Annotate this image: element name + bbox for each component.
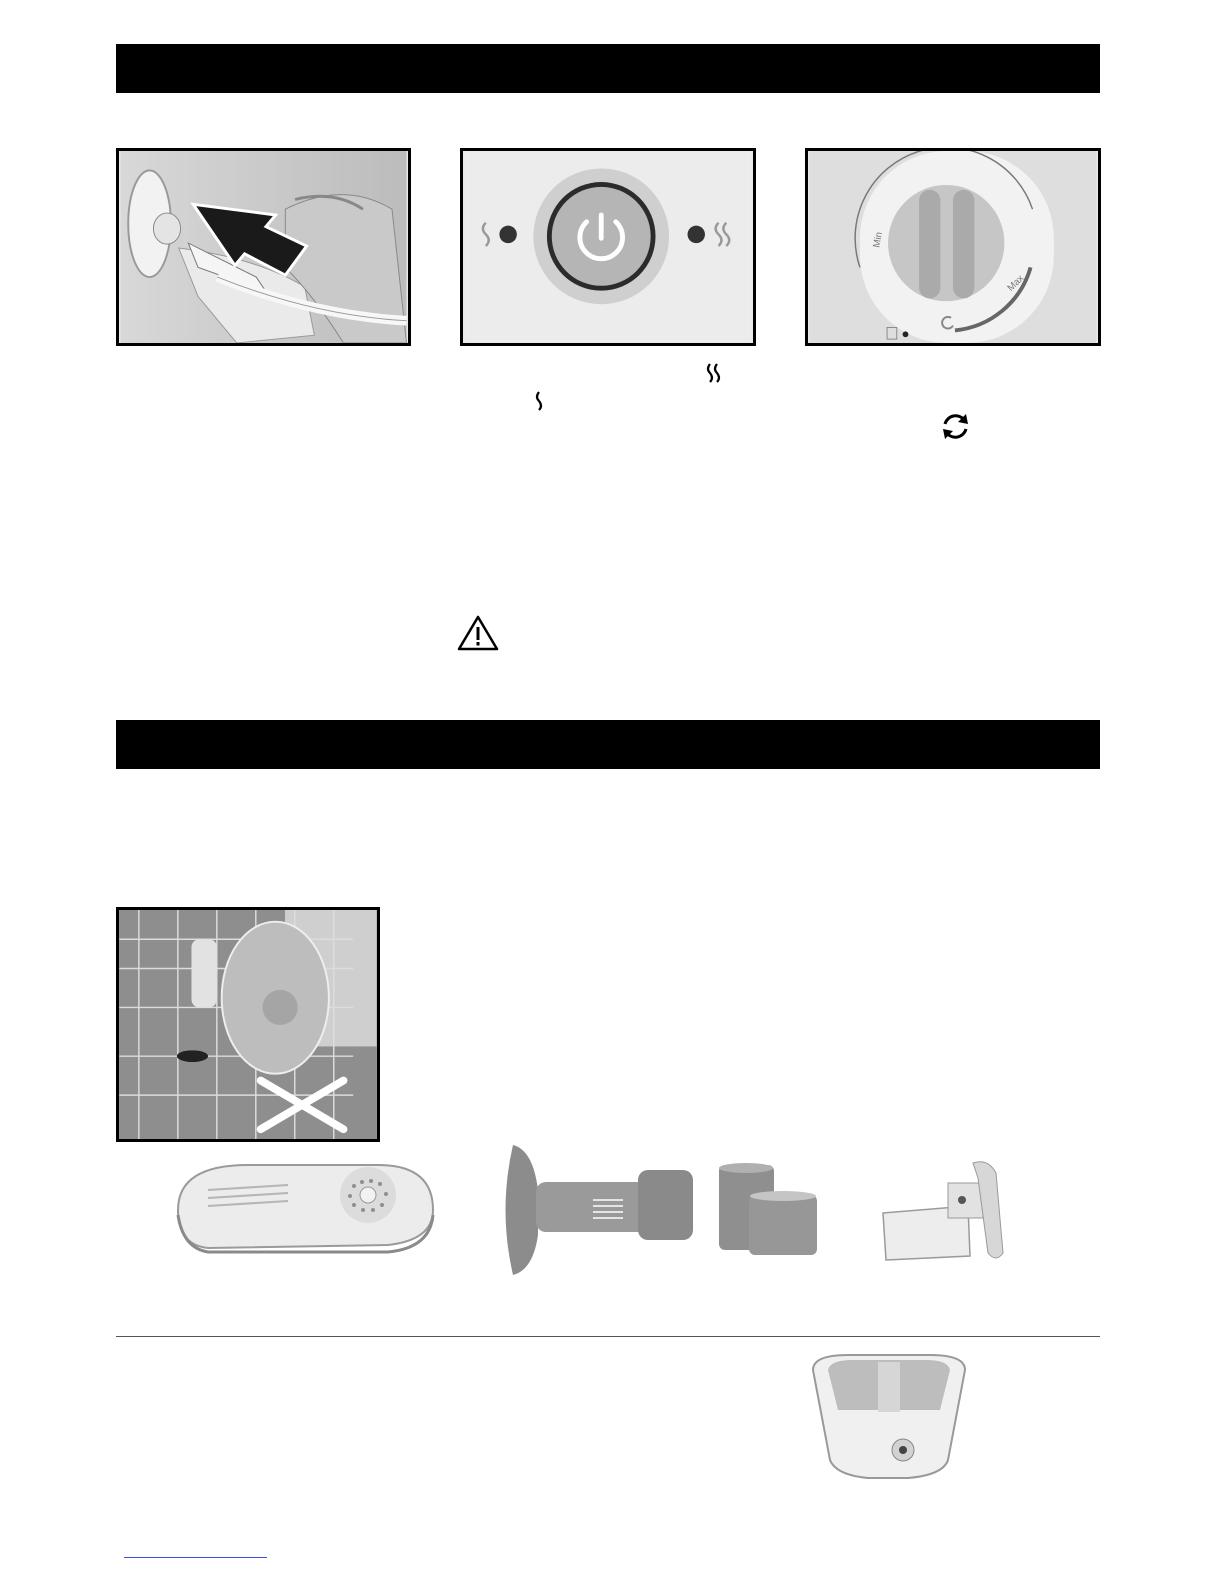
dishwasher-figure	[116, 907, 380, 1142]
warning-icon	[456, 614, 500, 652]
plug-figure	[116, 148, 411, 346]
float-cap-part	[714, 1160, 820, 1260]
tank-clip-part	[878, 1158, 1028, 1268]
dishwasher-rack-photo	[119, 910, 377, 1139]
dial-max-label: Max	[1005, 273, 1027, 294]
mist-control-dial-photo	[808, 151, 1098, 343]
float-cap-photo	[714, 1160, 820, 1260]
plug-into-outlet-photo	[119, 151, 408, 343]
nozzle-assembly-photo	[498, 1140, 713, 1280]
tank-clip-photo	[878, 1158, 1028, 1268]
refresh-icon	[939, 410, 972, 443]
nozzle-assembly-part	[498, 1140, 713, 1280]
steam-low-icon	[533, 390, 543, 412]
section-header-bar-1	[116, 44, 1100, 93]
dial-figure	[805, 148, 1101, 346]
tray-lid-part	[168, 1160, 438, 1260]
power-panel-figure	[460, 148, 756, 346]
power-button-photo	[463, 151, 753, 343]
water-tank-photo	[808, 1350, 970, 1482]
footer-link-underline	[124, 1557, 267, 1558]
water-tank-part	[808, 1350, 970, 1482]
tray-lid-photo	[168, 1160, 438, 1260]
section-divider	[116, 1336, 1100, 1337]
steam-high-icon	[704, 362, 722, 384]
section-header-bar-2	[116, 720, 1100, 769]
dial-min-label: Min	[871, 231, 885, 249]
